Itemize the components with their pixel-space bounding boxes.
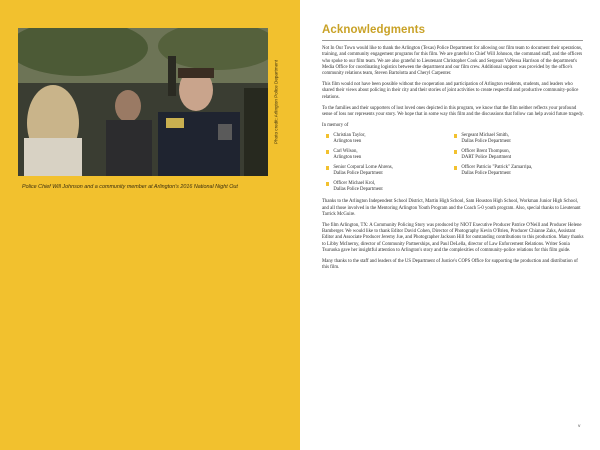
paragraph: The film Arlington, TX: A Community Policing Story was produced by NIOT Executive Producer Patrice O'Neill and Producer Helene Bamberger. We would like to thank Editor David Cohen, Director of Photography Kevin O'Brien, Producer Chianne Zaks, Assistant Editor and Associate Producer Jeremy Jue, and Photographer Jackson Hill for outstanding contributions to this production. Many thanks to Libby McInerny, director of Community Partnerships, and Paul DeLella, director of Law Enforcement Relations. Writer Sonia Tsuruoka gave her insightful attention to Arlington's story and the complexities of community-police relations for this film guide.	[322, 222, 584, 253]
photo-credit	[268, 28, 284, 176]
memoriam-detail: Arlington teen	[333, 139, 362, 145]
memoriam-detail: Dallas Police Department	[333, 171, 383, 177]
memoriam-item	[454, 133, 578, 146]
memoriam-title: In memory of	[322, 122, 349, 128]
memoriam-item	[326, 165, 450, 178]
memoriam-item	[326, 181, 450, 194]
photo-credit-text: Photo credit: Arlington Police Department	[273, 59, 279, 145]
memoriam-name: Officer Brent Thompson,	[461, 148, 510, 154]
page-heading: Acknowledgments	[322, 24, 426, 36]
memoriam-item	[454, 149, 578, 162]
photo-caption: Police Chief Will Johnson and a community member at Arlington's 2016 National Night Out	[22, 184, 238, 190]
bullet-icon	[326, 134, 329, 137]
memoriam-detail: Dallas Police Department	[461, 171, 511, 177]
bullet-icon	[326, 182, 329, 185]
paragraph: Not In Our Town would like to thank the Arlington (Texas) Police Department for allowing our film team to document their operations, training, and community engagement programs for this film. We are grateful to Chief Will Johnson, the command staff, and the officers who spoke to our film team. We are also grateful to Lieutenant Christopher Cook and Sergeant VaNessa Harrison of the department's Media Office for coordinating logistics between the department and our film crew. Additional support was provided by the office's community relations team, Steven Bartolotta and Cheryl Carpenter.	[322, 46, 583, 77]
paragraph: Many thanks to the staff and leaders of the US Department of Justice's COPS Office for supporting the production and distribution of this film.	[322, 258, 578, 271]
bullet-icon	[326, 166, 329, 169]
bullet-icon	[454, 150, 457, 153]
acknowledgments-body	[322, 46, 584, 276]
memoriam-detail: Arlington teen	[333, 155, 362, 161]
memoriam-name: Officer Patricio "Patrick" Zamarripa,	[461, 164, 533, 170]
memoriam-name: Christian Taylor,	[333, 133, 366, 139]
paragraph: To the families and their supporters of lost loved ones depicted in this program, we know that the film neither reflects your profound sense of loss nor represents your story. We hope that in some way this film and the discussions that follow can help avoid future tragedy.	[322, 105, 584, 117]
right-page	[300, 0, 600, 450]
memoriam-name: Senior Corporal Lorne Ahrens,	[333, 164, 393, 170]
memoriam-item	[326, 149, 450, 162]
community-photo	[18, 28, 268, 176]
memoriam-name: Carl Wilson,	[333, 148, 358, 154]
bullet-icon	[454, 134, 457, 137]
photo-illustration	[18, 28, 268, 176]
page-number: v	[578, 424, 581, 429]
heading-divider	[322, 40, 583, 41]
memoriam-name: Officer Michael Krol,	[333, 180, 376, 186]
memoriam-detail: DART Police Department	[461, 155, 512, 161]
memoriam-name: Sergeant Michael Smith,	[461, 133, 509, 139]
memoriam-item	[326, 133, 450, 146]
paragraph: Thanks to the Arlington Independent School District, Martin High School, Sam Houston High School, Workman Junior High School, and all those involved in the Mentoring Arlington Youth Program and the Coach 5-0 youth program. Also, special thanks to Lieutenant Tarrick McGuire.	[322, 199, 581, 217]
bullet-icon	[454, 166, 457, 169]
memoriam-detail: Dallas Police Department	[461, 139, 511, 145]
memoriam-list	[322, 133, 584, 193]
memoriam-detail: Dallas Police Department	[333, 187, 383, 193]
bullet-icon	[326, 150, 329, 153]
memoriam-item	[454, 165, 578, 178]
paragraph: This film would not have been possible without the cooperation and participation of Arlington residents, students, and leaders who shared their views about policing in their city and their stories of joint activities to create respectful and productive community-police relations.	[322, 82, 579, 100]
